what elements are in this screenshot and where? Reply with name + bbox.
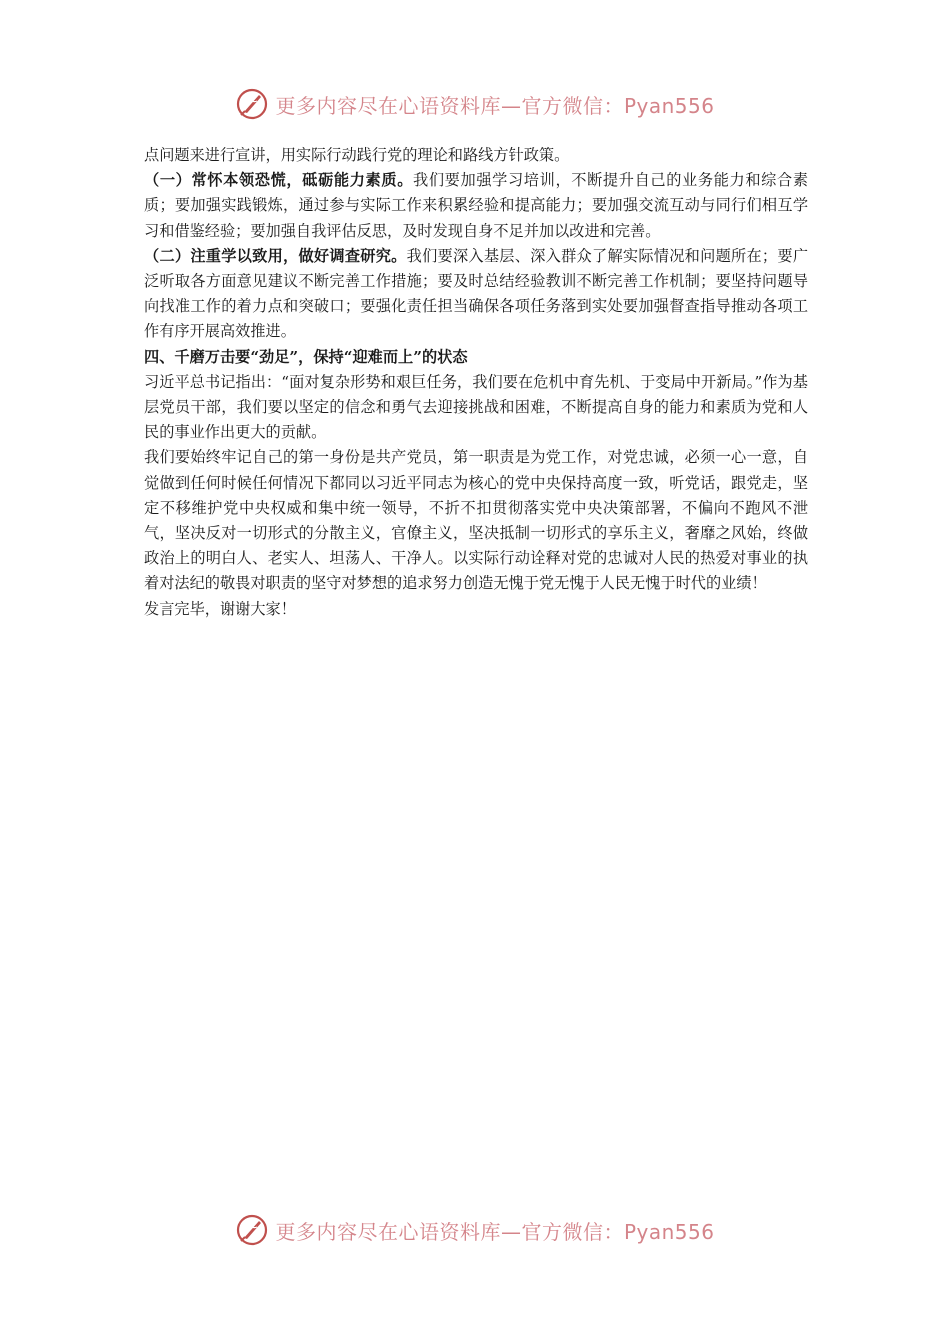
section-heading: [144, 345, 808, 370]
paragraph: [144, 370, 808, 446]
section-heading-text: 四、千磨万击要“劲足”，保持“迎难而上”的状态: [144, 347, 468, 366]
header-watermark: [0, 84, 950, 124]
paragraph: [144, 143, 808, 168]
footer-watermark: [0, 1210, 950, 1250]
quill-logo-icon: [235, 1213, 269, 1247]
quill-logo-icon: [235, 87, 269, 121]
document-body: [144, 143, 808, 622]
paragraph-lead: （一）常怀本领恐慌，砥砺能力素质。: [144, 171, 414, 190]
paragraph-text: 发言完毕，谢谢大家！: [144, 599, 296, 618]
paragraph-lead: （二）注重学以致用，做好调查研究。: [144, 246, 407, 265]
paragraph: [144, 244, 808, 345]
paragraph: [144, 168, 808, 244]
paragraph: [144, 597, 808, 622]
paragraph-text: 我们要加强学习培训，不断提升自己的业务能力和综合素质；要加强实践锻炼，通过参与实际工作来积累经验和提高能力；要加强交流互动与同行们相互学习和借鉴经验；要加强自我评估反思，及时发现自身不足并加以改进和完善。: [144, 171, 809, 240]
paragraph-text: 我们要始终牢记自己的第一身份是共产党员，第一职责是为党工作，对党忠诚，必须一心一意，自觉做到任何时候任何情况下都同以习近平同志为核心的党中央保持高度一致，听党话，跟党走，坚定不移维护党中央权威和集中统一领导，不折不扣贯彻落实党中央决策部署，不偏向不跑风不泄气，坚决反对一切形式的分散主义，官僚主义，坚决抵制一切形式的享乐主义，奢靡之风始，终做政治上的明白人、老实人、坦荡人、干净人。以实际行动诠释对党的忠诚对人民的热爱对事业的执着对法纪的敬畏对职责的坚守对梦想的追求努力创造无愧于党无愧于人民无愧于时代的业绩！: [144, 448, 808, 593]
paragraph-text: 点问题来进行宣讲，用实际行动践行党的理论和路线方针政策。: [144, 146, 570, 164]
paragraph-text: 我们要深入基层、深入群众了解实际情况和问题所在；要广泛听取各方面意见建议不断完善工作措施；要及时总结经验教训不断完善工作机制；要坚持问题导向找准工作的着力点和突破口；要强化责任担当确保各项任务落到实处要加强督查指导推动各项工作有序开展高效推进。: [144, 246, 809, 341]
paragraph: [144, 445, 808, 596]
paragraph-text: 习近平总书记指出：“面对复杂形势和艰巨任务，我们要在危机中育先机、于变局中开新局。”作为基层党员干部，我们要以坚定的信念和勇气去迎接挑战和困难，不断提高自身的能力和素质为党和人民的事业作出更大的贡献。: [144, 372, 808, 442]
watermark-text: 更多内容尽在心语资料库—官方微信：Pyan556: [275, 1219, 715, 1244]
watermark-text: 更多内容尽在心语资料库—官方微信：Pyan556: [275, 93, 715, 118]
